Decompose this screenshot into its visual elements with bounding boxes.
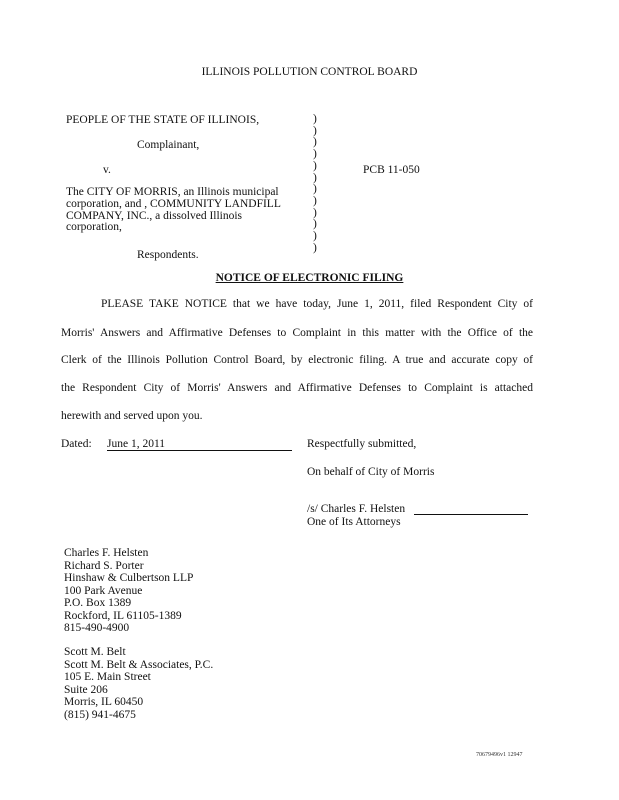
board-title: ILLINOIS POLLUTION CONTROL BOARD <box>201 66 418 78</box>
counsel-line: 105 E. Main Street <box>64 671 151 683</box>
notice-line: Clerk of the Illinois Pollution Control Board, by electronic filing. A true and accurate copy of <box>61 354 533 366</box>
signer-name: /s/ Charles F. Helsten <box>307 503 406 515</box>
counsel-block-2 <box>64 646 213 721</box>
notice-line: the Respondent City of Morris' Answers and Affirmative Defenses to Complaint is attached <box>61 382 533 394</box>
defendant-line: COMPANY, INC., a dissolved Illinois <box>66 209 243 222</box>
caption-parens: ) ) ) ) ) ) ) ) ) ) ) ) <box>313 113 317 254</box>
counsel-line: Scott M. Belt & Associates, P.C. <box>64 658 214 671</box>
on-behalf: On behalf of City of Morris <box>307 466 435 478</box>
counsel-line: 100 Park Avenue <box>64 584 143 597</box>
counsel-line: Rockford, IL 61105-1389 <box>64 609 182 622</box>
plaintiff-name: PEOPLE OF THE STATE OF ILLINOIS, <box>66 114 260 126</box>
notice-line: Morris' Answers and Affirmative Defenses to Complaint in this matter with the Office of the <box>61 327 533 339</box>
defendant-role: Respondents. <box>137 249 199 261</box>
plaintiff-role: Complainant, <box>137 139 200 151</box>
notice-line: PLEASE TAKE NOTICE that we have today, June 1, 2011, filed Respondent City of <box>101 298 533 310</box>
defendant-line: The CITY OF MORRIS, an Illinois municipal <box>66 186 279 198</box>
counsel-line: Richard S. Porter <box>64 559 144 572</box>
dated-value: June 1, 2011 <box>107 438 166 450</box>
counsel-line: Charles F. Helsten <box>64 547 149 559</box>
defendant-line: corporation, and , COMMUNITY LANDFILL <box>66 197 281 210</box>
counsel-line: Scott M. Belt <box>64 646 126 658</box>
notice-line: herewith and served upon you. <box>61 410 203 422</box>
defendant-line: corporation, <box>66 221 122 234</box>
counsel-block-1 <box>64 547 193 635</box>
signer-title: One of Its Attorneys <box>307 516 401 528</box>
counsel-line: P.O. Box 1389 <box>64 597 132 609</box>
case-number: PCB 11-050 <box>363 164 420 176</box>
dated-label: Dated: <box>61 438 92 450</box>
counsel-line: 815-490-4900 <box>64 622 130 634</box>
counsel-line: Morris, IL 60450 <box>64 696 144 708</box>
dated-field <box>107 438 292 451</box>
versus-label: v. <box>103 164 111 176</box>
counsel-line: (815) 941-4675 <box>64 708 136 721</box>
counsel-line: Hinshaw & Culbertson LLP <box>64 572 194 584</box>
signature-line <box>414 503 528 515</box>
closing: Respectfully submitted, <box>307 438 417 450</box>
defendant-block <box>66 187 281 234</box>
notice-heading: NOTICE OF ELECTRONIC FILING <box>215 272 404 284</box>
document-id: 70679496v1 12947 <box>476 752 523 758</box>
counsel-line: Suite 206 <box>64 683 108 696</box>
